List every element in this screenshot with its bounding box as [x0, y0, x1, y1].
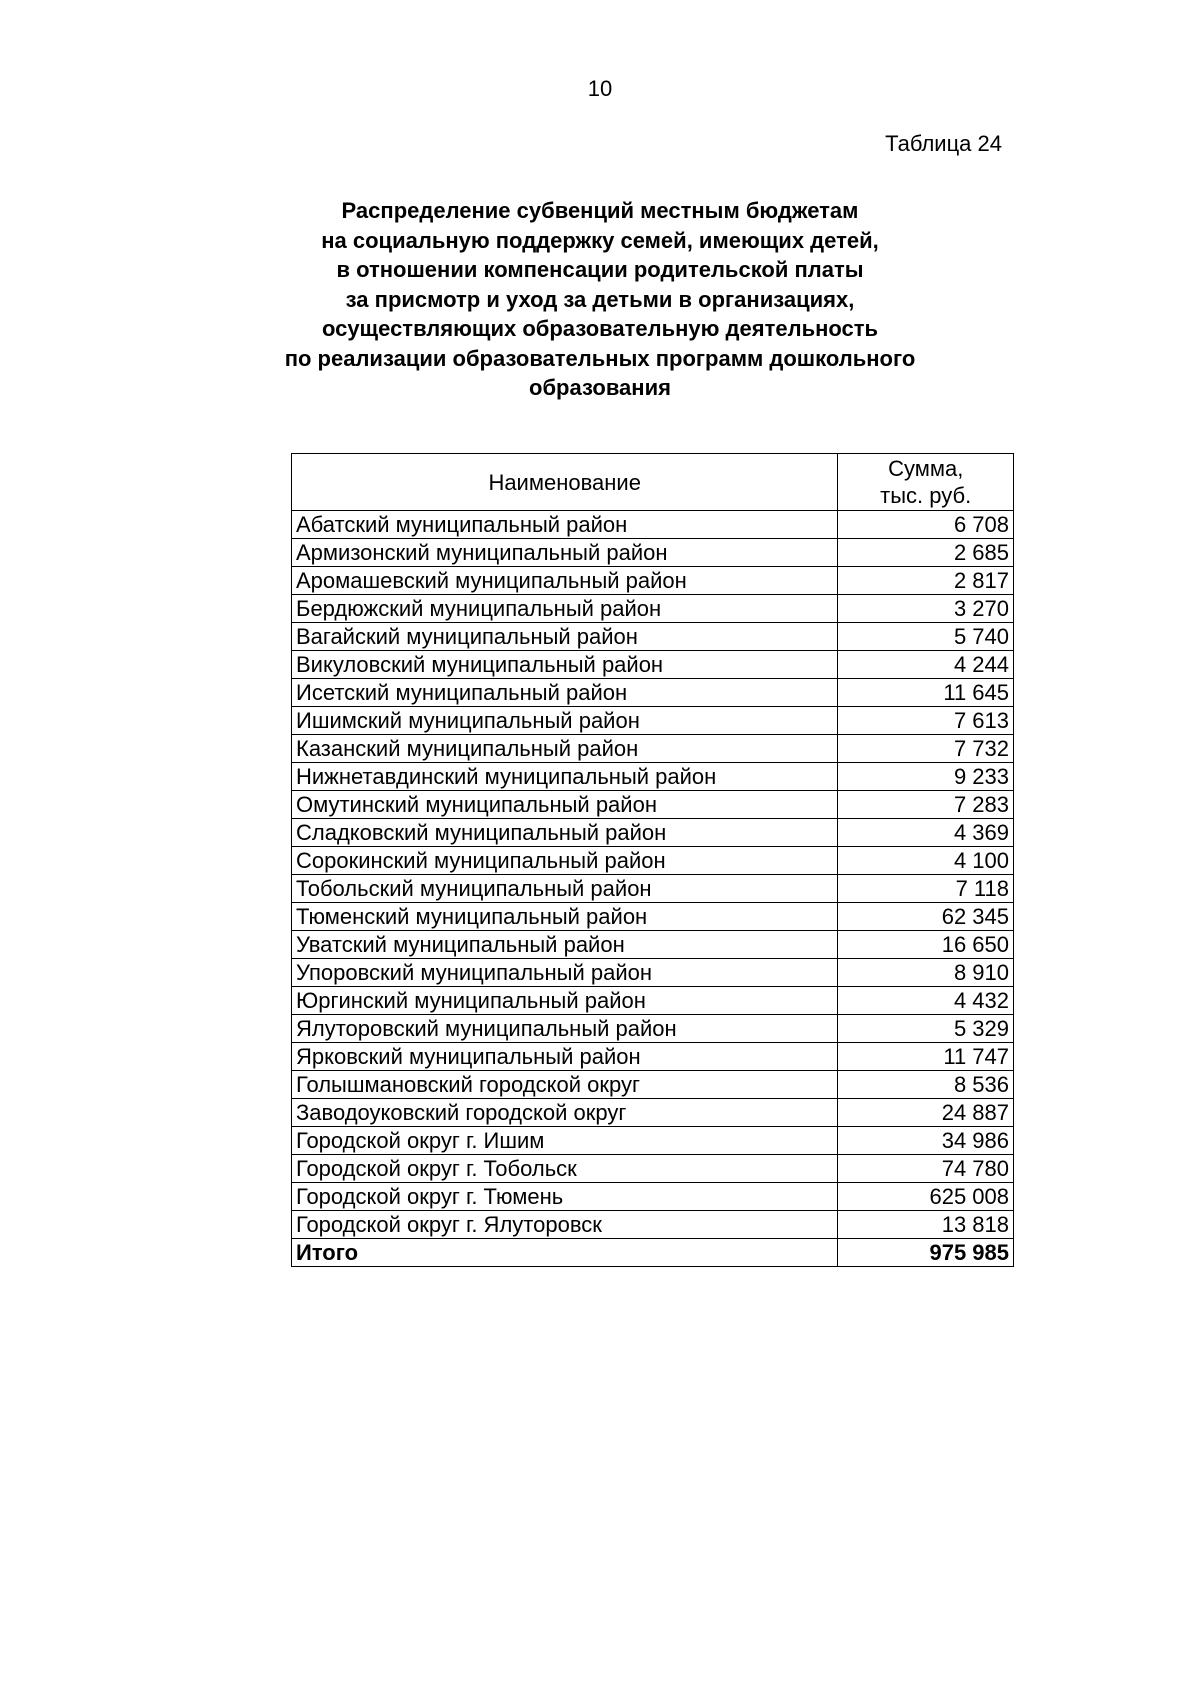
row-sum: 4 100 — [838, 847, 1014, 875]
table-row — [292, 707, 1014, 735]
row-sum: 24 887 — [838, 1099, 1014, 1127]
row-sum: 4 369 — [838, 819, 1014, 847]
header-sum — [838, 454, 1014, 511]
row-name: Заводоуковский городской округ — [292, 1099, 838, 1127]
row-name: Вагайский муниципальный район — [292, 623, 838, 651]
table-row — [292, 791, 1014, 819]
row-sum: 4 244 — [838, 651, 1014, 679]
title-line: осуществляющих образовательную деятельность — [321, 316, 879, 341]
row-sum: 16 650 — [838, 931, 1014, 959]
row-sum: 74 780 — [838, 1155, 1014, 1183]
table-row — [292, 959, 1014, 987]
table-row — [292, 539, 1014, 567]
row-sum: 7 613 — [838, 707, 1014, 735]
row-sum: 34 986 — [838, 1127, 1014, 1155]
row-name: Исетский муниципальный район — [292, 679, 838, 707]
row-name: Сорокинский муниципальный район — [292, 847, 838, 875]
row-name: Армизонский муниципальный район — [292, 539, 838, 567]
subvention-table — [291, 453, 1014, 1267]
row-name: Уватский муниципальный район — [292, 931, 838, 959]
table-row — [292, 567, 1014, 595]
row-name: Тобольский муниципальный район — [292, 875, 838, 903]
title-line: по реализации образовательных программ дошкольного — [284, 345, 916, 371]
table-row — [292, 1071, 1014, 1099]
table-row — [292, 931, 1014, 959]
row-name: Городской округ г. Ишим — [292, 1127, 838, 1155]
row-name: Казанский муниципальный район — [292, 735, 838, 763]
table-row — [292, 595, 1014, 623]
row-sum: 9 233 — [838, 763, 1014, 791]
row-sum: 11 645 — [838, 679, 1014, 707]
row-name: Городской округ г. Ялуторовск — [292, 1211, 838, 1239]
total-row — [292, 1239, 1014, 1267]
row-sum: 62 345 — [838, 903, 1014, 931]
row-sum: 11 747 — [838, 1043, 1014, 1071]
table-row — [292, 763, 1014, 791]
row-name: Городской округ г. Тобольск — [292, 1155, 838, 1183]
table-row — [292, 987, 1014, 1015]
row-sum: 8 910 — [838, 959, 1014, 987]
table-body — [292, 511, 1014, 1267]
total-label: Итого — [292, 1239, 838, 1267]
row-name: Тюменский муниципальный район — [292, 903, 838, 931]
row-name: Ишимский муниципальный район — [292, 707, 838, 735]
row-sum: 625 008 — [838, 1183, 1014, 1211]
table-row — [292, 875, 1014, 903]
table-row — [292, 651, 1014, 679]
row-sum: 13 818 — [838, 1211, 1014, 1239]
table-row — [292, 847, 1014, 875]
table-row — [292, 903, 1014, 931]
title-line: в отношении компенсации родительской платы — [336, 257, 864, 282]
header-name: Наименование — [292, 454, 838, 511]
row-name: Ярковский муниципальный район — [292, 1043, 838, 1071]
row-sum: 7 283 — [838, 791, 1014, 819]
row-name: Ялуторовский муниципальный район — [292, 1015, 838, 1043]
row-sum: 5 740 — [838, 623, 1014, 651]
page-number: 10 — [587, 76, 613, 101]
table-row — [292, 511, 1014, 539]
row-name: Бердюжский муниципальный район — [292, 595, 838, 623]
table-row — [292, 1099, 1014, 1127]
total-sum: 975 985 — [838, 1239, 1014, 1267]
table-row — [292, 735, 1014, 763]
row-name: Голышмановский городской округ — [292, 1071, 838, 1099]
row-sum: 5 329 — [838, 1015, 1014, 1043]
title-line: Распределение субвенций местным бюджетам — [341, 198, 859, 223]
row-sum: 4 432 — [838, 987, 1014, 1015]
row-name: Юргинский муниципальный район — [292, 987, 838, 1015]
table-row — [292, 819, 1014, 847]
row-sum: 7 118 — [838, 875, 1014, 903]
row-name: Аромашевский муниципальный район — [292, 567, 838, 595]
table-row — [292, 679, 1014, 707]
table-row — [292, 1043, 1014, 1071]
row-sum: 8 536 — [838, 1071, 1014, 1099]
row-name: Викуловский муниципальный район — [292, 651, 838, 679]
row-sum: 2 685 — [838, 539, 1014, 567]
row-sum: 7 732 — [838, 735, 1014, 763]
table-row — [292, 1183, 1014, 1211]
document-title — [0, 196, 1200, 403]
table-row — [292, 1127, 1014, 1155]
table-label: Таблица 24 — [885, 131, 1002, 156]
table-row — [292, 1155, 1014, 1183]
row-name: Омутинский муниципальный район — [292, 791, 838, 819]
row-name: Сладковский муниципальный район — [292, 819, 838, 847]
table-row — [292, 1211, 1014, 1239]
header-sum-line: тыс. руб. — [880, 483, 972, 508]
row-name: Городской округ г. Тюмень — [292, 1183, 838, 1211]
header-sum-line: Сумма, — [888, 456, 964, 481]
table-header-row — [292, 454, 1014, 511]
title-line: на социальную поддержку семей, имеющих детей, — [321, 227, 879, 253]
table-row — [292, 623, 1014, 651]
row-name: Абатский муниципальный район — [292, 511, 838, 539]
row-name: Упоровский муниципальный район — [292, 959, 838, 987]
title-line: образования — [529, 375, 671, 400]
row-name: Нижнетавдинский муниципальный район — [292, 763, 838, 791]
row-sum: 6 708 — [838, 511, 1014, 539]
row-sum: 2 817 — [838, 567, 1014, 595]
title-line: за присмотр и уход за детьми в организациях, — [345, 286, 855, 312]
table-row — [292, 1015, 1014, 1043]
row-sum: 3 270 — [838, 595, 1014, 623]
